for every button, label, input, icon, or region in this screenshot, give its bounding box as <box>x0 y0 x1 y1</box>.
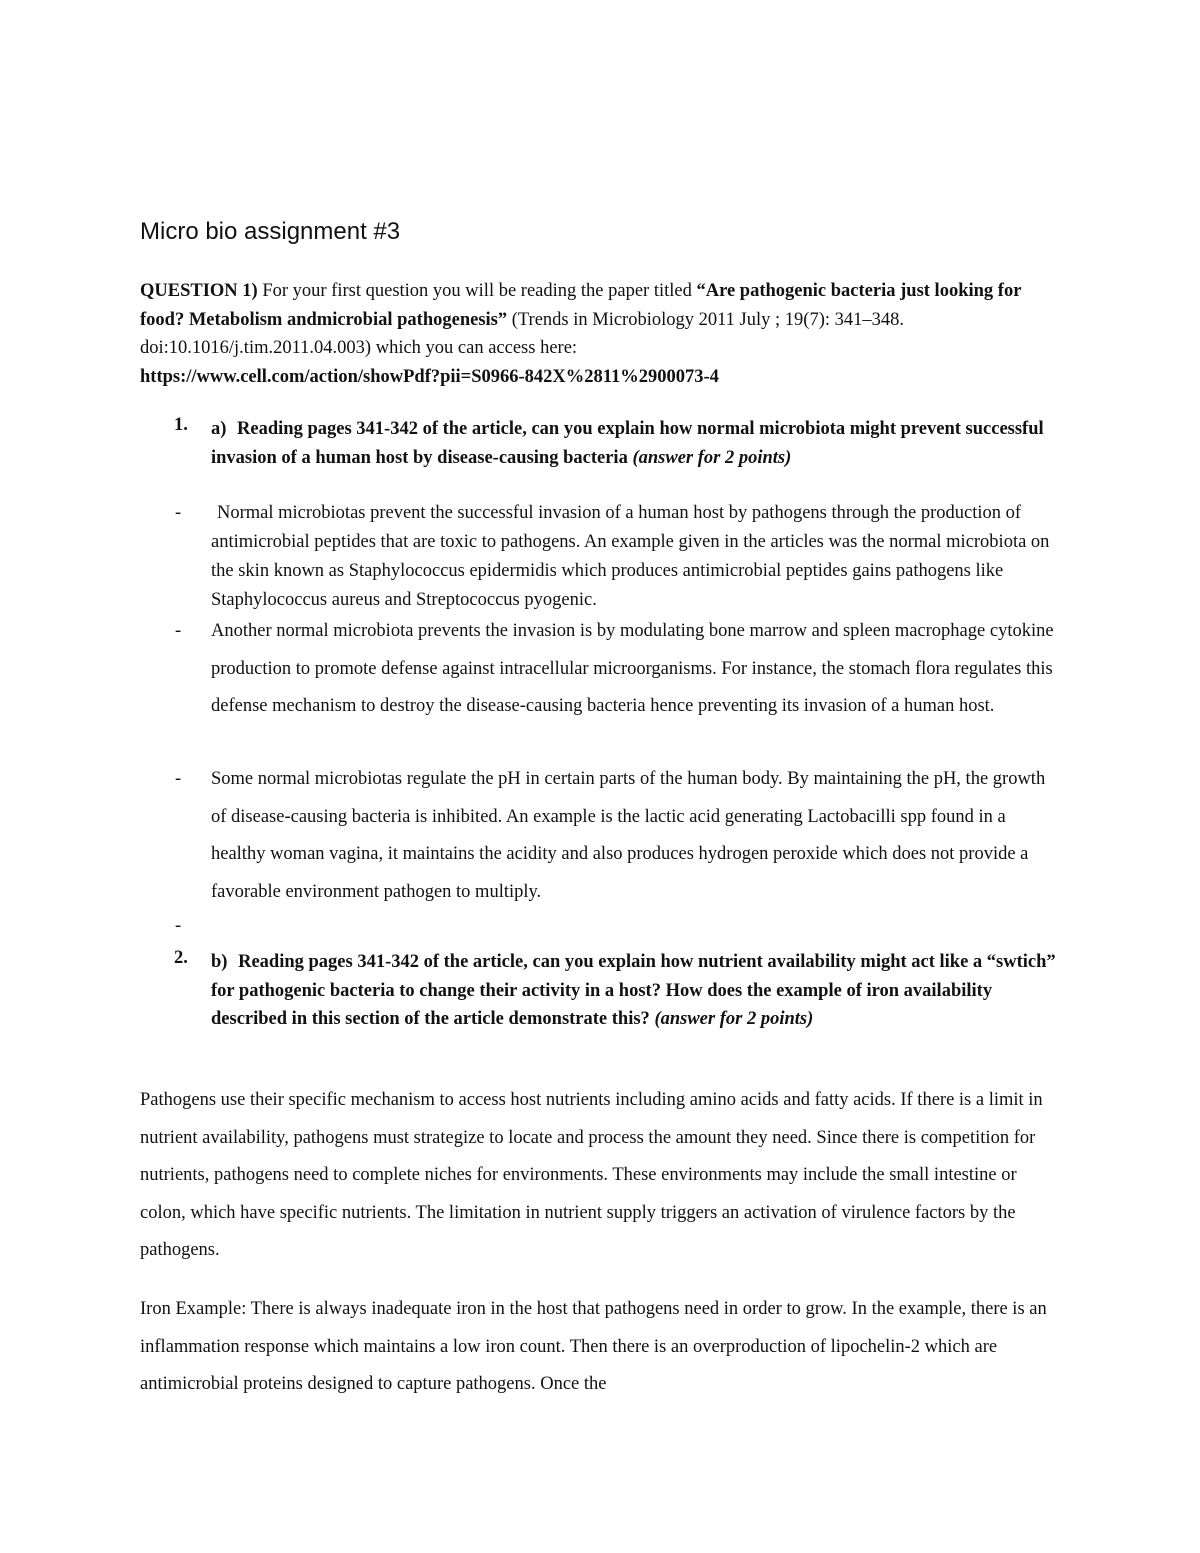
question-a-text: Reading pages 341-342 of the article, can you explain how normal microbiota might prevent successful invasion of a human host by disease-causing bacteria <box>211 419 1044 468</box>
page-title: Micro bio assignment #3 <box>140 218 401 245</box>
bullet-dash: - <box>175 916 182 936</box>
question-a-number: 1. <box>174 415 188 435</box>
answer-b-paragraph-2: Iron Example: There is always inadequate iron in the host that pathogens need in order to grow. In the example, there is an inflammation response which maintains a low iron count. Then there is an overproduction of lipochelin-2 which are antimicrobial proteins designed to capture pathogens. Once the <box>140 1299 1047 1394</box>
answer-a-bullet-2 <box>140 613 1060 726</box>
bullet-dash: - <box>175 769 182 789</box>
answer-a-bullet-3-text: Some normal microbiotas regulate the pH in certain parts of the human body. By maintaining the pH, the growth of disease-causing bacteria is inhibited. An example is the lactic acid generating Lactobacilli spp found in a healthy woman vagina, it maintains the acidity and also produces hydrogen peroxide which does not provide a favorable environment pathogen to multiply. <box>211 769 1046 902</box>
bullet-dash: - <box>175 503 182 523</box>
question-a-letter: a) <box>211 419 227 439</box>
question-b <box>140 948 1060 1034</box>
answer-a-bullet-1 <box>140 499 1060 615</box>
intro-text-1: For your first question you will be reading the paper titled <box>257 281 697 301</box>
question-a <box>140 415 1060 472</box>
bullet-dash: - <box>175 621 182 641</box>
article-link[interactable]: https://www.cell.com/action/showPdf?pii=S0966-842X%2811%2900073-4 <box>140 366 719 387</box>
answer-a-bullet-2-text: Another normal microbiota prevents the invasion is by modulating bone marrow and spleen macrophage cytokine production to promote defense against intracellular microorganisms. For instance, the stomach flora regulates this defense mechanism to destroy the disease-causing bacteria hence preventing its invasion of a human host. <box>211 621 1054 716</box>
question-b-number: 2. <box>174 948 188 968</box>
question-1-intro <box>140 277 1050 391</box>
answer-a-bullet-1-text: Normal microbiotas prevent the successful invasion of a human host by pathogens through the production of antimicrobial peptides that are toxic to pathogens. An example given in the articles was the normal microbiota on the skin known as Staphylococcus epidermidis which produces antimicrobial peptides gains pathogens like Staphylococcus aureus and Streptococcus pyogenic. <box>211 503 1050 610</box>
question-b-letter: b) <box>211 952 228 972</box>
intro-text-2: (Trends in Microbiology 2011 July ; 19(7): 341–348. doi:10.1016/j.tim.2011.04.003) which you can access here: <box>140 309 905 358</box>
answer-b-paragraph-1: Pathogens use their specific mechanism to access host nutrients including amino acids and fatty acids. If there is a limit in nutrient availability, pathogens must strategize to locate and process the amount they need. Since there is competition for nutrients, pathogens need to complete niches for environments. These environments may include the small intestine or colon, which have specific nutrients. The limitation in nutrient supply triggers an activation of virulence factors by the pathogens. <box>140 1090 1043 1260</box>
question-label: QUESTION 1) <box>140 281 258 301</box>
answer-a-bullet-3 <box>140 761 1060 911</box>
question-b-points: (answer for 2 points) <box>654 1009 814 1029</box>
paper-title: “Are pathogenic bacteria just looking for food? Metabolism andmicrobial pathogenesis” <box>140 281 1022 330</box>
question-a-points: (answer for 2 points) <box>632 447 792 468</box>
question-b-text: Reading pages 341-342 of the article, can you explain how nutrient availability might act like a “swtich” for pathogenic bacteria to change their activity in a host? How does the example of iron availability described in this section of the article demonstrate this? <box>211 952 1056 1029</box>
